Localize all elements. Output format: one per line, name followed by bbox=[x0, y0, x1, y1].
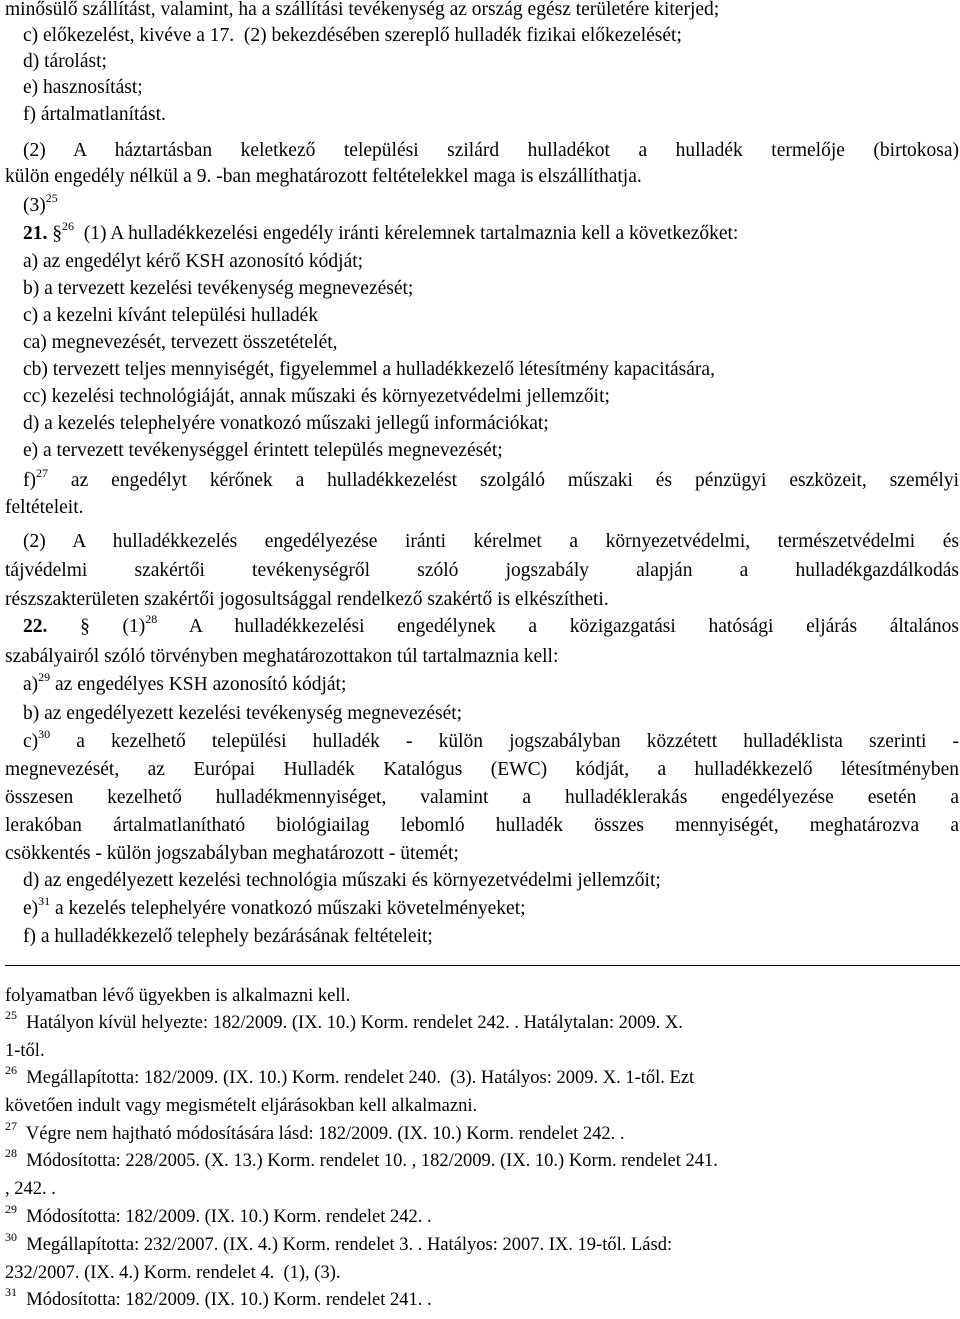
footnote-ref-26: 26 bbox=[62, 218, 74, 233]
subsection-3 bbox=[23, 190, 58, 218]
paragraph-line: (2) A háztartásban keletkező települési szilárd hulladékot a hulladék termelője (birtokosa) bbox=[23, 140, 959, 161]
section-21-heading bbox=[23, 218, 739, 246]
item-text: a kezelhető települési hulladék - külön jogszabályban közzétett hulladéklista szerinti - bbox=[76, 731, 960, 752]
footnote-27 bbox=[5, 1118, 625, 1146]
footnote-line: 232/2007. (IX. 4.) Korm. rendelet 4. (1), (3). bbox=[5, 1263, 341, 1283]
footnote-text: Végre nem hajtható módosítására lásd: 182/2009. (IX. 10.) Korm. rendelet 242. . bbox=[25, 1124, 625, 1144]
section-text: A hulladékkezelési engedélynek a közigazgatási hatósági eljárás általános bbox=[188, 616, 960, 637]
subsection-label: (1) bbox=[122, 616, 146, 637]
paragraph-line: lerakóban ártalmatlanítható biológiailag lebomló hulladék összes mennyiségét, meghatározva a bbox=[5, 815, 959, 836]
list-item: cb) tervezett teljes mennyiségét, figyelemmel a hulladékkezelő létesítmény kapacitására, bbox=[23, 359, 715, 380]
footnote-ref-27: 27 bbox=[36, 465, 48, 480]
footnote-text: Megállapította: 182/2009. (IX. 10.) Korm. rendelet 240. (3). Hatályos: 2009. X. 1-től. Ezt bbox=[26, 1068, 695, 1088]
list-item: d) az engedélyezett kezelési technológia műszaki és környezetvédelmi jellemzőit; bbox=[23, 870, 661, 891]
list-item: f) ártalmatlanítást. bbox=[23, 104, 166, 125]
list-item bbox=[23, 726, 960, 754]
paragraph-line: szabályairól szóló törvényben meghatározottakon túl tartalmaznia kell: bbox=[5, 646, 559, 667]
item-label: a) bbox=[23, 674, 39, 695]
footnote-ref-28: 28 bbox=[145, 611, 158, 626]
footnote-26 bbox=[5, 1062, 695, 1090]
footnote-ref-31: 31 bbox=[38, 893, 51, 908]
text-line: minősülő szállítást, valamint, ha a szállítási tevékenység az ország egész területére kiterjed; bbox=[5, 0, 720, 20]
paragraph-line: csökkentés - külön jogszabályban meghatározott - ütemét; bbox=[5, 843, 459, 864]
footnote-text: Módosította: 182/2009. (IX. 10.) Korm. rendelet 242. . bbox=[26, 1207, 432, 1227]
list-item: f) a hulladékkezelő telephely bezárásának feltételeit; bbox=[23, 926, 433, 947]
item-label: c) bbox=[23, 731, 39, 752]
footnote-text: Módosította: 228/2005. (X. 13.) Korm. rendelet 10. , 182/2009. (IX. 10.) Korm. rendelet 241. bbox=[26, 1151, 718, 1171]
section-sign: § bbox=[52, 223, 62, 244]
footnote-line: követően indult vagy megismételt eljárásokban kell alkalmazni. bbox=[5, 1096, 478, 1116]
list-item: ca) megnevezését, tervezett összetételét, bbox=[23, 332, 338, 353]
footnote-number: 25 bbox=[5, 1007, 17, 1022]
list-item bbox=[23, 669, 347, 697]
footnote-29 bbox=[5, 1201, 432, 1229]
section-22-heading bbox=[23, 611, 960, 639]
section-number: 22. bbox=[23, 616, 48, 637]
footnote-number: 31 bbox=[5, 1284, 17, 1299]
footnote-continuation: folyamatban lévő ügyekben is alkalmazni kell. bbox=[5, 986, 351, 1006]
paragraph-line: külön engedély nélkül a 9. -ban meghatározott feltételekkel maga is elszállíthatja. bbox=[5, 166, 642, 187]
footnote-number: 27 bbox=[5, 1118, 17, 1133]
list-item bbox=[23, 465, 959, 493]
list-item: d) tárolást; bbox=[23, 51, 107, 72]
footnote-text: Módosította: 182/2009. (IX. 10.) Korm. rendelet 241. . bbox=[26, 1290, 432, 1310]
footnote-text: Hatályon kívül helyezte: 182/2009. (IX. 10.) Korm. rendelet 242. . Hatálytalan: 2009. X. bbox=[26, 1013, 683, 1033]
footnote-number: 26 bbox=[5, 1062, 17, 1077]
list-item: a) az engedélyt kérő KSH azonosító kódját; bbox=[23, 251, 364, 272]
footnote-ref-30: 30 bbox=[38, 726, 51, 741]
section-number: 21. bbox=[23, 223, 48, 244]
item-label: e) bbox=[23, 898, 39, 919]
footnote-ref-25: 25 bbox=[45, 190, 58, 205]
text-line: feltételeit. bbox=[5, 497, 84, 518]
paragraph-line: részszakterületen szakértői jogosultsággal rendelkező szakértő is elkészítheti. bbox=[5, 589, 609, 610]
item-text: a kezelés telephelyére vonatkozó műszaki követelményeket; bbox=[55, 898, 526, 919]
item-text: az engedélyes KSH azonosító kódját; bbox=[55, 674, 347, 695]
list-item: c) előkezelést, kivéve a 17. (2) bekezdésében szereplő hulladék fizikai előkezelését; bbox=[23, 25, 682, 46]
footnote-number: 30 bbox=[5, 1229, 17, 1244]
list-item: e) a tervezett tevékenységgel érintett település megnevezését; bbox=[23, 440, 503, 461]
list-item: cc) kezelési technológiáját, annak műszaki és környezetvédelmi jellemzőit; bbox=[23, 386, 610, 407]
list-item: b) a tervezett kezelési tevékenység megnevezését; bbox=[23, 278, 414, 299]
section-text: (1) A hulladékkezelési engedély iránti kérelemnek tartalmaznia kell a következőket: bbox=[83, 223, 739, 244]
list-item bbox=[23, 893, 526, 921]
footnote-ref-29: 29 bbox=[38, 669, 51, 684]
paragraph-line: összesen kezelhető hulladékmennyiséget, valamint a hulladéklerakás engedélyezése esetén a bbox=[5, 787, 959, 808]
footnote-number: 28 bbox=[5, 1145, 17, 1160]
item-label: f) bbox=[23, 470, 36, 491]
paragraph-line: megnevezését, az Európai Hulladék Katalógus (EWC) kódját, a hulladékkezelő létesítményben bbox=[5, 759, 959, 780]
footnote-number: 29 bbox=[5, 1201, 17, 1216]
item-text: az engedélyt kérőnek a hulladékkezelést szolgáló műszaki és pénzügyi eszközeit, személyi bbox=[70, 470, 959, 491]
paragraph-line: (2) A hulladékkezelés engedélyezése iránti kérelmet a környezetvédelmi, természetvédelmi és bbox=[23, 531, 959, 552]
list-item: e) hasznosítást; bbox=[23, 77, 143, 98]
list-item: c) a kezelni kívánt települési hulladék bbox=[23, 305, 319, 326]
list-item: b) az engedélyezett kezelési tevékenység megnevezését; bbox=[23, 703, 463, 724]
footnote-28 bbox=[5, 1145, 718, 1173]
footnote-30 bbox=[5, 1229, 673, 1257]
section-sign: § bbox=[80, 616, 90, 637]
footnote-line: 1-től. bbox=[5, 1041, 45, 1061]
footnote-text: Megállapította: 232/2007. (IX. 4.) Korm. rendelet 3. . Hatályos: 2007. IX. 19-től. Lásd: bbox=[26, 1235, 673, 1255]
list-item: d) a kezelés telephelyére vonatkozó műszaki jellegű információkat; bbox=[23, 413, 549, 434]
paragraph-line: tájvédelmi szakértői tevékenységről szóló jogszabály alapján a hulladékgazdálkodás bbox=[5, 560, 959, 581]
footnote-25 bbox=[5, 1007, 683, 1035]
footnote-line: , 242. . bbox=[5, 1179, 56, 1199]
footnote-separator bbox=[5, 965, 960, 966]
subsection-label: (3) bbox=[23, 195, 46, 216]
footnote-31 bbox=[5, 1284, 432, 1312]
